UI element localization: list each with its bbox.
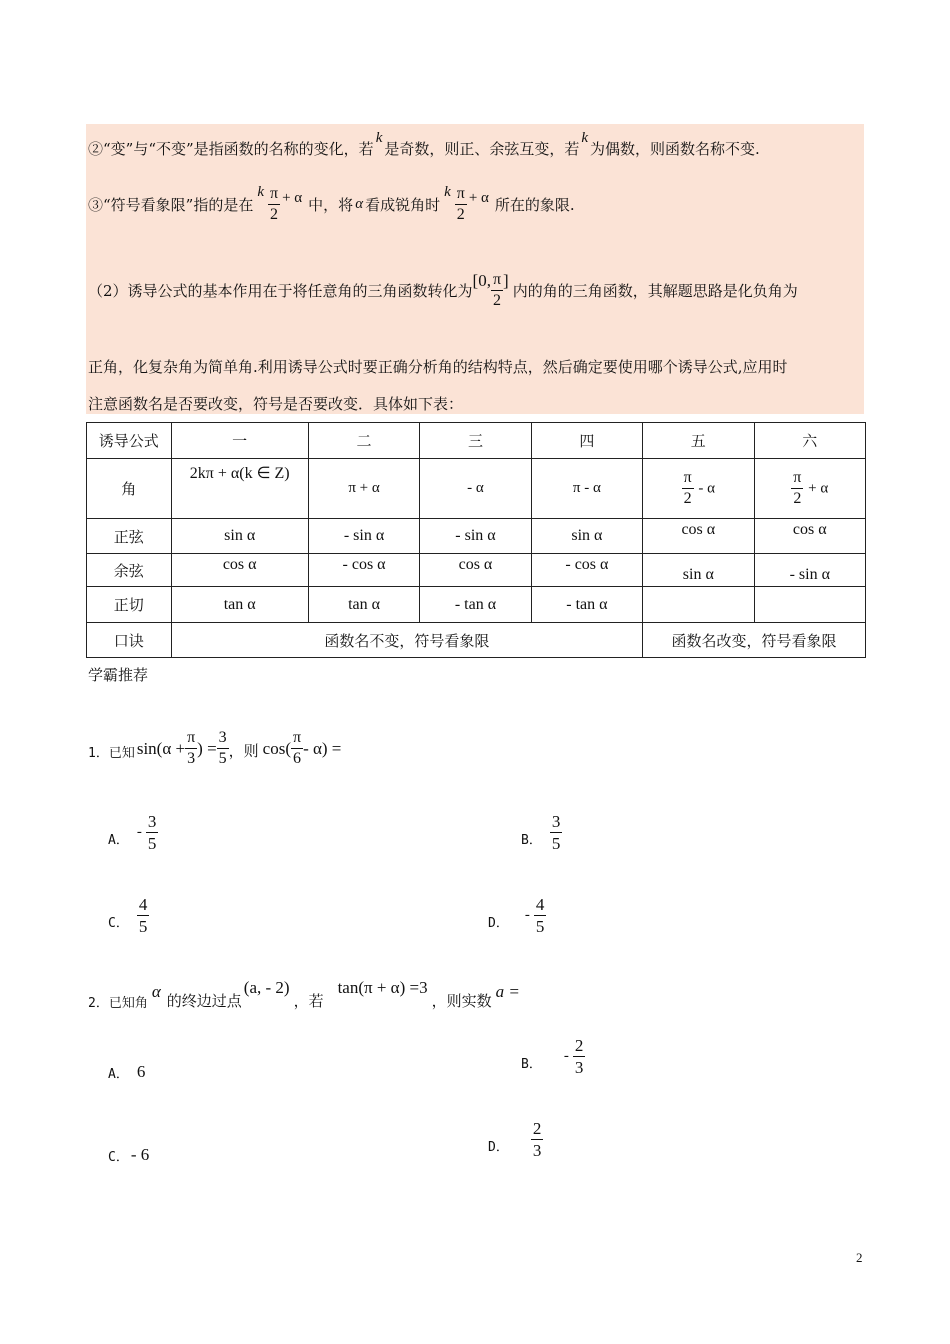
q2-option-c[interactable] bbox=[108, 1145, 149, 1165]
table-row-cosine bbox=[87, 554, 866, 587]
q1-option-b[interactable] bbox=[521, 813, 562, 852]
option-label: D． bbox=[488, 916, 509, 931]
option-value: - 6 bbox=[130, 1145, 150, 1164]
table-header-cell: 二 bbox=[308, 423, 419, 459]
pi-over-2: $\frac{\pi}{2}$ bbox=[492, 271, 502, 309]
table-cell bbox=[754, 587, 865, 623]
table-cell: - tan α bbox=[531, 587, 642, 623]
table-cell: tan α bbox=[171, 587, 308, 623]
pi-over-2: $\frac{\pi}{2}$ bbox=[456, 185, 465, 223]
note-text: 看成锐角时 bbox=[365, 196, 441, 214]
table-row-sine bbox=[87, 519, 866, 554]
table-cell bbox=[754, 459, 865, 519]
table-row-mnemonic bbox=[87, 623, 866, 658]
table-row-tangent bbox=[87, 587, 866, 623]
table-header-cell: 一 bbox=[171, 423, 308, 459]
question-text: ，若 bbox=[293, 992, 324, 1010]
note-text: 为偶数，则函数名称不变. bbox=[590, 140, 760, 158]
row-label: 口诀 bbox=[87, 623, 172, 658]
q1-option-d[interactable] bbox=[488, 896, 546, 935]
pi-over-6: $\frac{\pi}{6}$ bbox=[293, 729, 302, 767]
var-k: k bbox=[581, 130, 589, 146]
math-text: (a, - 2) bbox=[243, 978, 290, 997]
note-text: 内的角的三角函数，其解题思路是化负角为 bbox=[512, 282, 798, 300]
option-label: B． bbox=[521, 1057, 542, 1072]
option-label: D． bbox=[488, 1140, 509, 1155]
table-cell: - cos α bbox=[531, 554, 642, 587]
option-label: A． bbox=[108, 1066, 129, 1082]
fraction: $\frac{4}{5}$ bbox=[138, 895, 148, 936]
option-label: A． bbox=[108, 833, 129, 848]
math-text: - α) = bbox=[303, 738, 342, 758]
minus-sign: - bbox=[563, 1048, 569, 1064]
note-text: ②“变”与“不变”是指函数的名称的变化，若 bbox=[88, 140, 374, 158]
mnemonic-cell: 函数名不变，符号看象限 bbox=[171, 623, 643, 658]
row-label: 角 bbox=[87, 459, 172, 519]
question-text: ，则 bbox=[228, 742, 259, 760]
note-text: 所在的象限. bbox=[494, 196, 575, 214]
fraction-3-5: $\frac{3}{5}$ bbox=[218, 729, 227, 767]
section-title: 学霸推荐 bbox=[88, 666, 149, 684]
pi-over-2: $\frac{\pi}{2}$ bbox=[270, 185, 279, 223]
plus-alpha: + α bbox=[468, 190, 489, 206]
table-header-row bbox=[87, 423, 866, 459]
var-alpha: α bbox=[355, 196, 364, 212]
table-cell: - tan α bbox=[420, 587, 531, 623]
math-text: a = bbox=[495, 982, 520, 1001]
question-1 bbox=[88, 730, 341, 767]
induction-formula-table bbox=[86, 422, 866, 658]
note-line-1 bbox=[88, 130, 760, 159]
q2-option-d[interactable] bbox=[488, 1120, 543, 1159]
table-header-cell: 三 bbox=[420, 423, 531, 459]
table-cell: tan α bbox=[308, 587, 419, 623]
q1-option-a[interactable] bbox=[108, 813, 158, 852]
row-label: 正切 bbox=[87, 587, 172, 623]
table-header-cell: 四 bbox=[531, 423, 642, 459]
option-label: C． bbox=[108, 916, 129, 931]
table-header-cell: 诱导公式 bbox=[87, 423, 172, 459]
table-cell bbox=[643, 459, 754, 519]
minus-sign: - bbox=[136, 824, 142, 840]
table-cell: - sin α bbox=[308, 519, 419, 554]
pi-over-3: $\frac{\pi}{3}$ bbox=[187, 729, 196, 767]
interval-right: ] bbox=[503, 270, 509, 290]
var-k: k bbox=[257, 184, 265, 200]
option-label: B． bbox=[521, 833, 542, 848]
row-label: 余弦 bbox=[87, 554, 172, 587]
note-line-3 bbox=[88, 272, 798, 309]
row-label: 正弦 bbox=[87, 519, 172, 554]
table-cell: π - α bbox=[531, 459, 642, 519]
table-cell: - cos α bbox=[308, 554, 419, 587]
plus-alpha: + α bbox=[808, 480, 829, 497]
pi-over-2: $\frac{\pi}{2}$ bbox=[793, 469, 802, 507]
math-text: sin(α + bbox=[136, 738, 186, 758]
note-text: 注意函数名是否要改变，符号是否要改变．具体如下表： bbox=[88, 395, 464, 413]
var-k: k bbox=[444, 184, 451, 200]
note-line-5 bbox=[88, 393, 463, 414]
table-cell: cos α bbox=[643, 519, 754, 554]
table-cell: sin α bbox=[531, 519, 642, 554]
option-value: 6 bbox=[136, 1062, 146, 1081]
table-cell: π + α bbox=[308, 459, 419, 519]
table-cell: cos α bbox=[171, 554, 308, 587]
note-line-2 bbox=[88, 186, 575, 223]
table-cell: cos α bbox=[754, 519, 865, 554]
question-number: 1．已知 bbox=[88, 746, 135, 761]
q2-option-a[interactable] bbox=[108, 1062, 145, 1082]
option-label: C． bbox=[108, 1149, 129, 1165]
fraction: $\frac{2}{3}$ bbox=[532, 1119, 542, 1160]
question-text: ，则实数 bbox=[431, 992, 492, 1010]
table-cell: - sin α bbox=[420, 519, 531, 554]
table-cell: sin α bbox=[171, 519, 308, 554]
question-2 bbox=[88, 976, 520, 1011]
var-k: k bbox=[375, 130, 383, 146]
table-cell: 2kπ + α(k ∈ Z) bbox=[171, 459, 308, 519]
fraction: $\frac{4}{5}$ bbox=[535, 895, 545, 936]
table-cell: sin α bbox=[643, 554, 754, 587]
fraction: $\frac{2}{3}$ bbox=[574, 1036, 584, 1077]
table-cell bbox=[643, 587, 754, 623]
table-header-cell: 六 bbox=[754, 423, 865, 459]
q1-option-c[interactable] bbox=[108, 896, 149, 935]
interval-left: [0, bbox=[472, 270, 491, 290]
note-text: （2）诱导公式的基本作用在于将任意角的三角函数转化为 bbox=[88, 282, 473, 300]
page-number: 2 bbox=[856, 1250, 863, 1265]
fraction: $\frac{3}{5}$ bbox=[147, 812, 157, 853]
plus-alpha: + α bbox=[282, 190, 303, 206]
math-text: tan(π + α) =3 bbox=[337, 978, 428, 997]
math-text: ) = bbox=[197, 738, 217, 758]
note-text: 正角，化复杂角为简单角.利用诱导公式时要正确分析角的结构特点，然后确定要使用哪个诱导公式,应用时 bbox=[88, 358, 788, 376]
table-cell: cos α bbox=[420, 554, 531, 587]
minus-sign: - bbox=[524, 907, 530, 923]
var-alpha: α bbox=[151, 982, 161, 1001]
note-text: 是奇数，则正、余弦互变，若 bbox=[384, 140, 580, 158]
note-text: ③“符号看象限”指的是在 bbox=[88, 196, 254, 214]
question-number: 2．已知角 bbox=[88, 996, 148, 1011]
mnemonic-cell: 函数名改变，符号看象限 bbox=[643, 623, 866, 658]
fraction: $\frac{3}{5}$ bbox=[551, 812, 561, 853]
q2-option-b[interactable] bbox=[521, 1037, 585, 1076]
minus-alpha: - α bbox=[698, 480, 716, 497]
table-row-angle bbox=[87, 459, 866, 519]
pi-over-2: $\frac{\pi}{2}$ bbox=[683, 469, 692, 507]
question-text: 的终边过点 bbox=[166, 992, 242, 1010]
table-header-cell: 五 bbox=[643, 423, 754, 459]
table-cell: - sin α bbox=[754, 554, 865, 587]
note-text: 中，将 bbox=[308, 196, 354, 214]
table-cell: - α bbox=[420, 459, 531, 519]
note-line-4 bbox=[88, 356, 788, 377]
math-text: cos( bbox=[262, 738, 291, 758]
